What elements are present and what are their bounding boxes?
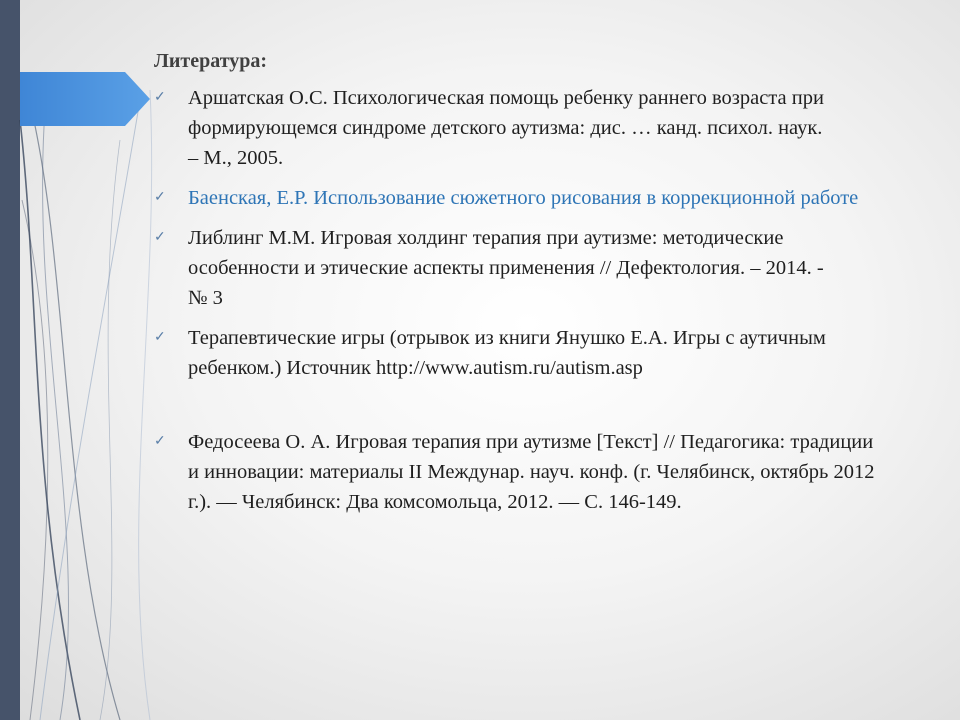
slide-content <box>152 50 952 527</box>
checkmark-bullet-icon: ✓ <box>154 230 166 245</box>
checkmark-bullet-icon: ✓ <box>154 434 166 449</box>
list-item <box>152 83 952 173</box>
reference-text: Федосеева О. А. Игровая терапия при аутизме [Текст] // Педагогика: традиции и инновации: материалы II Междунар. науч. конф. (г. Челябинск, октябрь 2012 г.). — Челябинск: Два комсомольца, 2012. — С. 146-149. <box>188 431 875 513</box>
checkmark-bullet-icon: ✓ <box>154 190 166 205</box>
reference-text: Аршатская О.С. Психологическая помощь ребенку раннего возраста при формирующемся синдроме детского аутизма: дис. … канд. психол. наук. – М., 2005. <box>188 87 824 169</box>
list-item <box>152 427 952 517</box>
arrow-banner-shape <box>20 72 150 126</box>
list-item <box>152 323 952 383</box>
reference-link[interactable]: Баенская, Е.Р. Использование сюжетного рисования в коррекционной работе <box>188 187 859 209</box>
list-item <box>152 223 952 313</box>
reference-text: Либлинг М.М. Игровая холдинг терапия при аутизме: методические особенности и этические аспекты применения // Дефектология. – 2014. - № 3 <box>188 227 824 309</box>
reference-list <box>152 83 952 517</box>
checkmark-bullet-icon: ✓ <box>154 90 166 105</box>
checkmark-bullet-icon: ✓ <box>154 330 166 345</box>
page-title: Литература: <box>154 50 268 72</box>
reference-text: Терапевтические игры (отрывок из книги Янушко Е.А. Игры с аутичным ребенком.) Источник http://www.autism.ru/autism.asp <box>188 327 826 379</box>
list-item <box>152 183 952 213</box>
